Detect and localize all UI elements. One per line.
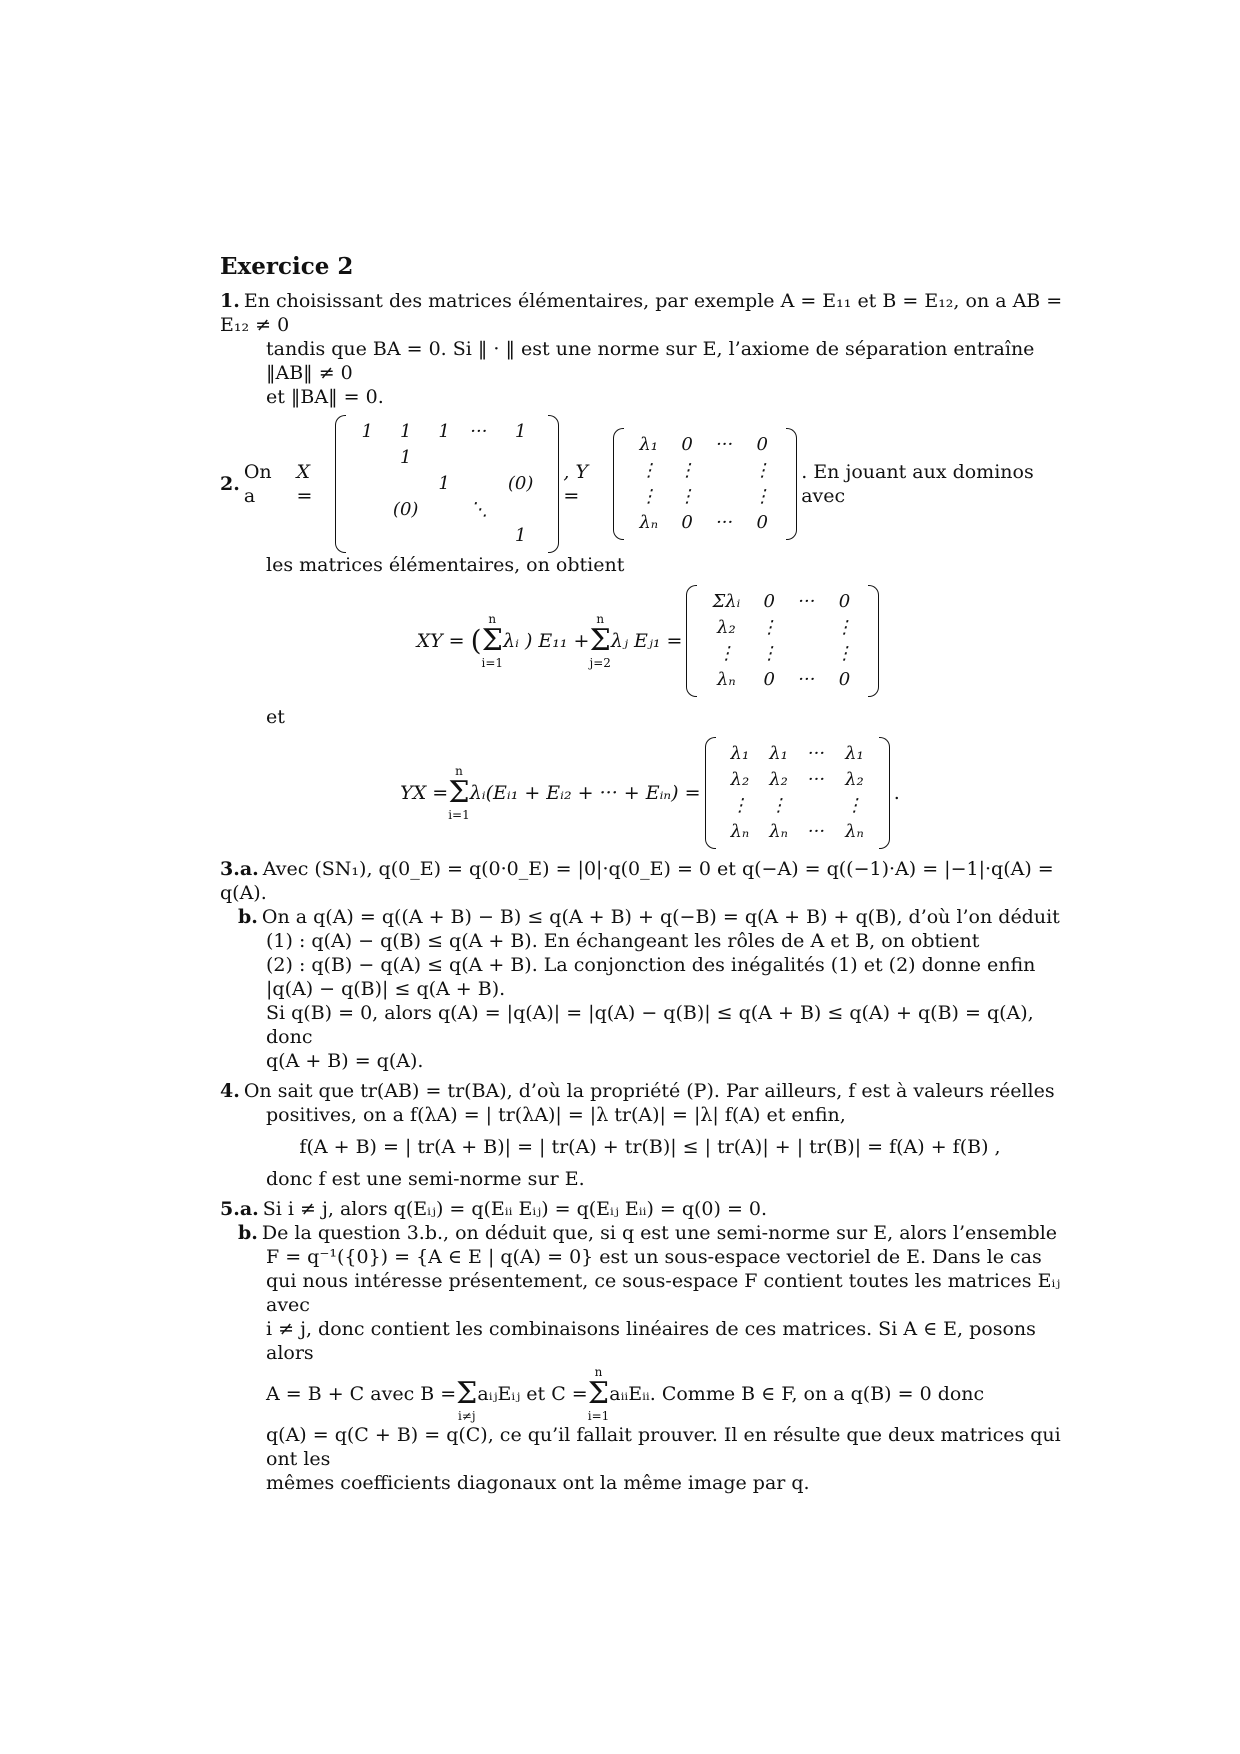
matrix-cell: λ₁: [845, 743, 864, 764]
sum-top-yx: n: [455, 764, 463, 778]
question-1: [220, 289, 1080, 409]
matrix-y: [613, 428, 797, 540]
matrix-cell: 1: [361, 421, 373, 442]
matrix-cell: λ₁: [730, 743, 750, 764]
q5b-number: b.: [238, 1222, 258, 1244]
matrix-cell: ···: [716, 434, 734, 455]
matrix-cell: [383, 523, 429, 549]
matrix-cell: ⋮: [717, 643, 736, 664]
matrix-cell: ···: [807, 769, 826, 790]
matrix-cell: ···: [798, 669, 816, 690]
q1-line1: En choisissant des matrices élémentaires, par exemple A = E₁₁ et B = E₁₂, on a AB = E₁₂ ≠ 0: [220, 290, 1063, 336]
matrix-cell: 1: [514, 525, 527, 546]
matrix-cell: ⋮: [769, 795, 788, 816]
matrix-cell: [498, 497, 544, 523]
yx-equation: YX = n Σ i=1 λᵢ(Eᵢ₁ + Eᵢ₂ + ··· + Eᵢₙ) = λ₁ λ₁ ··· λ₁ λ₂ λ₂ ··· λ₂ ⋮ ⋮ ⋮ λₙ λₙ ··· λₙ .: [220, 737, 1080, 849]
exercise-title: Exercice 2: [220, 253, 354, 280]
question-4: [220, 1079, 1080, 1191]
q2-number: 2.: [220, 473, 240, 495]
sum-ii: n Σ i=1: [587, 1365, 610, 1423]
matrix-cell: ···: [716, 512, 734, 533]
matrix-cell: 1: [514, 421, 527, 442]
matrix-row: [702, 641, 863, 667]
matrix-cell: [498, 445, 544, 471]
matrix-cell: 1: [399, 447, 412, 468]
matrix-cell: λ₁: [769, 743, 788, 764]
sum-ij: Σ i≠j: [456, 1376, 478, 1423]
sum-ii-bottom: i=1: [587, 1409, 610, 1423]
matrix-cell: 0: [763, 669, 775, 690]
matrix-cell: λ₁: [639, 434, 659, 455]
matrix-cell: [428, 445, 459, 471]
matrix-cell: λₙ: [639, 512, 659, 533]
matrix-cell: [460, 523, 498, 549]
matrix-cell: [460, 445, 498, 471]
matrix-cell: ⋮: [678, 486, 697, 507]
matrix-cell: 0: [838, 669, 851, 690]
q2-on-a: On a: [243, 461, 272, 507]
matrix-cell: ⋱: [469, 499, 488, 520]
matrix-cell: 1: [399, 421, 412, 442]
q1-line2: tandis que BA = 0. Si ‖ · ‖ est une norme sur E, l’axiome de séparation entraîne ‖AB‖ ≠ 0: [266, 338, 1035, 384]
matrix-cell: λ₂: [769, 769, 788, 790]
matrix-cell: ⋮: [753, 460, 772, 481]
q5b-line3: qui nous intéresse présentement, ce sous-espace F contient toutes les matrices Eᵢⱼ avec: [266, 1270, 1061, 1316]
matrix-cell: ···: [470, 421, 488, 442]
matrix-cell: ⋮: [835, 643, 854, 664]
matrix-cell: ⋮: [678, 460, 697, 481]
matrix-cell: ⋮: [639, 486, 658, 507]
matrix-xy: [686, 585, 879, 697]
q5b-line2: F = q⁻¹({0}) = {A ∈ E | q(A) = 0} est un sous-espace vectoriel de E. Dans le cas: [266, 1246, 1042, 1268]
matrix-row: [721, 741, 874, 767]
sum-bottom-yx: i=1: [448, 808, 470, 822]
matrix-cell: [383, 471, 429, 497]
xy-equation: XY = ( n Σ i=1 λᵢ ) E₁₁ + n Σ j=2 λⱼ Eⱼ₁ = Σλᵢ 0 ··· 0 λ₂ ⋮ ⋮ ⋮ ⋮ ⋮ λₙ 0 ··· 0: [220, 585, 1080, 697]
matrix-row: [351, 419, 543, 445]
matrix-row: [629, 510, 781, 536]
matrix-cell: ⋮: [760, 643, 779, 664]
q2-y-eq: , Y =: [563, 461, 588, 507]
xy-mid2: λⱼ Eⱼ₁ =: [610, 630, 683, 652]
xy-mid: λᵢ ) E₁₁ +: [503, 630, 590, 652]
q4-number: 4.: [220, 1080, 240, 1102]
q2-matrix-row: [220, 415, 1080, 553]
question-5: [220, 1197, 1080, 1495]
q2-after: . En jouant aux dominos avec: [801, 461, 1034, 507]
matrix-cell: [788, 641, 825, 667]
matrix-cell: ···: [798, 591, 816, 612]
sum-bottom: i=1: [481, 656, 504, 670]
q4-line1: On sait que tr(AB) = tr(BA), d’où la propriété (P). Par ailleurs, f est à valeurs réelles: [243, 1080, 1055, 1102]
matrix-row: [629, 432, 781, 458]
matrix-cell: (0): [392, 499, 419, 520]
q2-et: et: [266, 706, 285, 728]
matrix-x: [335, 415, 559, 553]
matrix-cell: [351, 497, 382, 523]
q3b-line2: (1) : q(A) − q(B) ≤ q(A + B). En échangeant les rôles de A et B, on obtient: [266, 930, 980, 952]
matrix-cell: ···: [807, 821, 826, 842]
matrix-cell: λ₂: [845, 769, 864, 790]
q3b-line3: (2) : q(B) − q(A) ≤ q(A + B). La conjonction des inégalités (1) et (2) donne enfin: [266, 954, 1036, 976]
matrix-cell: Σλᵢ: [712, 591, 741, 612]
matrix-cell: ⋮: [845, 795, 864, 816]
matrix-cell: [351, 523, 382, 549]
sum-ii-top: n: [594, 1365, 603, 1379]
q3a-text: Avec (SN₁), q(0_E) = q(0·0_E) = |0|·q(0_E) = 0 et q(−A) = q((−1)·A) = |−1|·q(A) = q(A).: [220, 858, 1054, 904]
document-page: [220, 255, 1080, 1501]
matrix-row: [629, 484, 781, 510]
matrix-cell: ⋮: [760, 617, 779, 638]
q4-line3: donc f est une semi-norme sur E.: [266, 1168, 585, 1190]
sum-top-j: n: [596, 612, 605, 626]
matrix-cell: ⋮: [639, 460, 658, 481]
sum-ij-bottom: i≠j: [457, 1409, 476, 1423]
sum-i: n Σ i=1: [481, 612, 504, 670]
matrix-cell: [788, 615, 825, 641]
q3b-line5: Si q(B) = 0, alors q(A) = |q(A)| = |q(A) − q(B)| ≤ q(A + B) ≤ q(A) + q(B) = q(A), donc: [266, 1002, 1034, 1048]
matrix-cell: [706, 484, 743, 510]
matrix-cell: 0: [756, 434, 768, 455]
q4-display: f(A + B) = | tr(A + B)| = | tr(A) + tr(B)| ≤ | tr(A)| + | tr(B)| = f(A) + f(B) ,: [299, 1136, 1001, 1158]
q5a-text: Si i ≠ j, alors q(Eᵢⱼ) = q(Eᵢᵢ Eᵢⱼ) = q(Eᵢⱼ Eᵢᵢ) = q(0) = 0.: [262, 1198, 768, 1220]
sum-top: n: [488, 612, 497, 626]
matrix-cell: 0: [838, 591, 851, 612]
sum-j: n Σ j=2: [589, 612, 611, 670]
q3a-number: 3.a.: [220, 858, 259, 880]
matrix-cell: λₙ: [717, 669, 736, 690]
matrix-row: [351, 471, 543, 497]
q5b-line5a: A = B + C avec B =: [266, 1383, 457, 1405]
matrix-row: [702, 589, 863, 615]
q2-line2: les matrices élémentaires, on obtient: [266, 554, 625, 576]
matrix-cell: 0: [681, 512, 693, 533]
xy-lhs: XY =: [416, 630, 465, 652]
matrix-row: [351, 445, 543, 471]
question-3: [220, 857, 1080, 1073]
matrix-row: [629, 458, 781, 484]
matrix-cell: 0: [756, 512, 768, 533]
matrix-cell: 1: [438, 473, 450, 494]
matrix-row: [721, 793, 874, 819]
q5b-line7: mêmes coefficients diagonaux ont la même image par q.: [266, 1472, 810, 1494]
matrix-cell: ⋮: [730, 795, 749, 816]
matrix-cell: λ₂: [730, 769, 750, 790]
matrix-row: [721, 819, 874, 845]
matrix-cell: [460, 471, 498, 497]
matrix-row: [702, 667, 863, 693]
q5b-line5c: aᵢᵢEᵢᵢ. Comme B ∈ F, on a q(B) = 0 donc: [609, 1383, 985, 1405]
matrix-row: [351, 497, 543, 523]
q5b-line4: i ≠ j, donc contient les combinaisons linéaires de ces matrices. Si A ∈ E, posons alors: [266, 1318, 1036, 1364]
matrix-cell: ···: [807, 743, 826, 764]
q5b-line1: De la question 3.b., on déduit que, si q est une semi-norme sur E, alors l’ensemble: [261, 1222, 1058, 1244]
yx-lhs: YX =: [400, 782, 449, 804]
q4-line2: positives, on a f(λA) = | tr(λA)| = |λ tr(A)| = |λ| f(A) et enfin,: [266, 1104, 846, 1126]
q5b-line5: [220, 1365, 1080, 1423]
matrix-cell: [706, 458, 743, 484]
matrix-row: [721, 767, 874, 793]
q2-x-eq: X =: [296, 461, 313, 507]
matrix-cell: [351, 471, 382, 497]
matrix-cell: [798, 793, 835, 819]
yx-mid: λᵢ(Eᵢ₁ + Eᵢ₂ + ··· + Eᵢₙ) =: [469, 782, 701, 804]
q3b-number: b.: [238, 906, 258, 928]
q1-line3: et ‖BA‖ = 0.: [266, 386, 384, 408]
matrix-cell: ⋮: [835, 617, 854, 638]
matrix-cell: ⋮: [753, 486, 772, 507]
matrix-cell: 1: [438, 421, 450, 442]
matrix-cell: 0: [681, 434, 693, 455]
q5b-line6: q(A) = q(C + B) = q(C), ce qu’il fallait prouver. Il en résulte que deux matrices qui ont les: [266, 1424, 1061, 1470]
matrix-cell: λₙ: [730, 821, 750, 842]
matrix-cell: [351, 445, 382, 471]
q3b-line4: |q(A) − q(B)| ≤ q(A + B).: [266, 978, 506, 1000]
matrix-yx: [705, 737, 890, 849]
q5b-line5b: aᵢⱼEᵢⱼ et C =: [477, 1383, 588, 1405]
q5a-number: 5.a.: [220, 1198, 259, 1220]
matrix-cell: λₙ: [769, 821, 788, 842]
q3b-line6: q(A + B) = q(A).: [266, 1050, 424, 1072]
sum-yx: n Σ i=1: [448, 764, 470, 822]
matrix-row: [702, 615, 863, 641]
q1-number: 1.: [220, 290, 240, 312]
matrix-cell: λₙ: [845, 821, 864, 842]
matrix-cell: (0): [507, 473, 534, 494]
matrix-cell: [428, 523, 459, 549]
matrix-cell: [428, 497, 459, 523]
question-2: [220, 415, 1080, 849]
sum-bottom-j: j=2: [589, 656, 611, 670]
matrix-row: [351, 523, 543, 549]
matrix-cell: 0: [763, 591, 775, 612]
matrix-cell: λ₂: [717, 617, 736, 638]
q3b-line1: On a q(A) = q((A + B) − B) ≤ q(A + B) + q(−B) = q(A + B) + q(B), d’où l’on déduit: [261, 906, 1060, 928]
